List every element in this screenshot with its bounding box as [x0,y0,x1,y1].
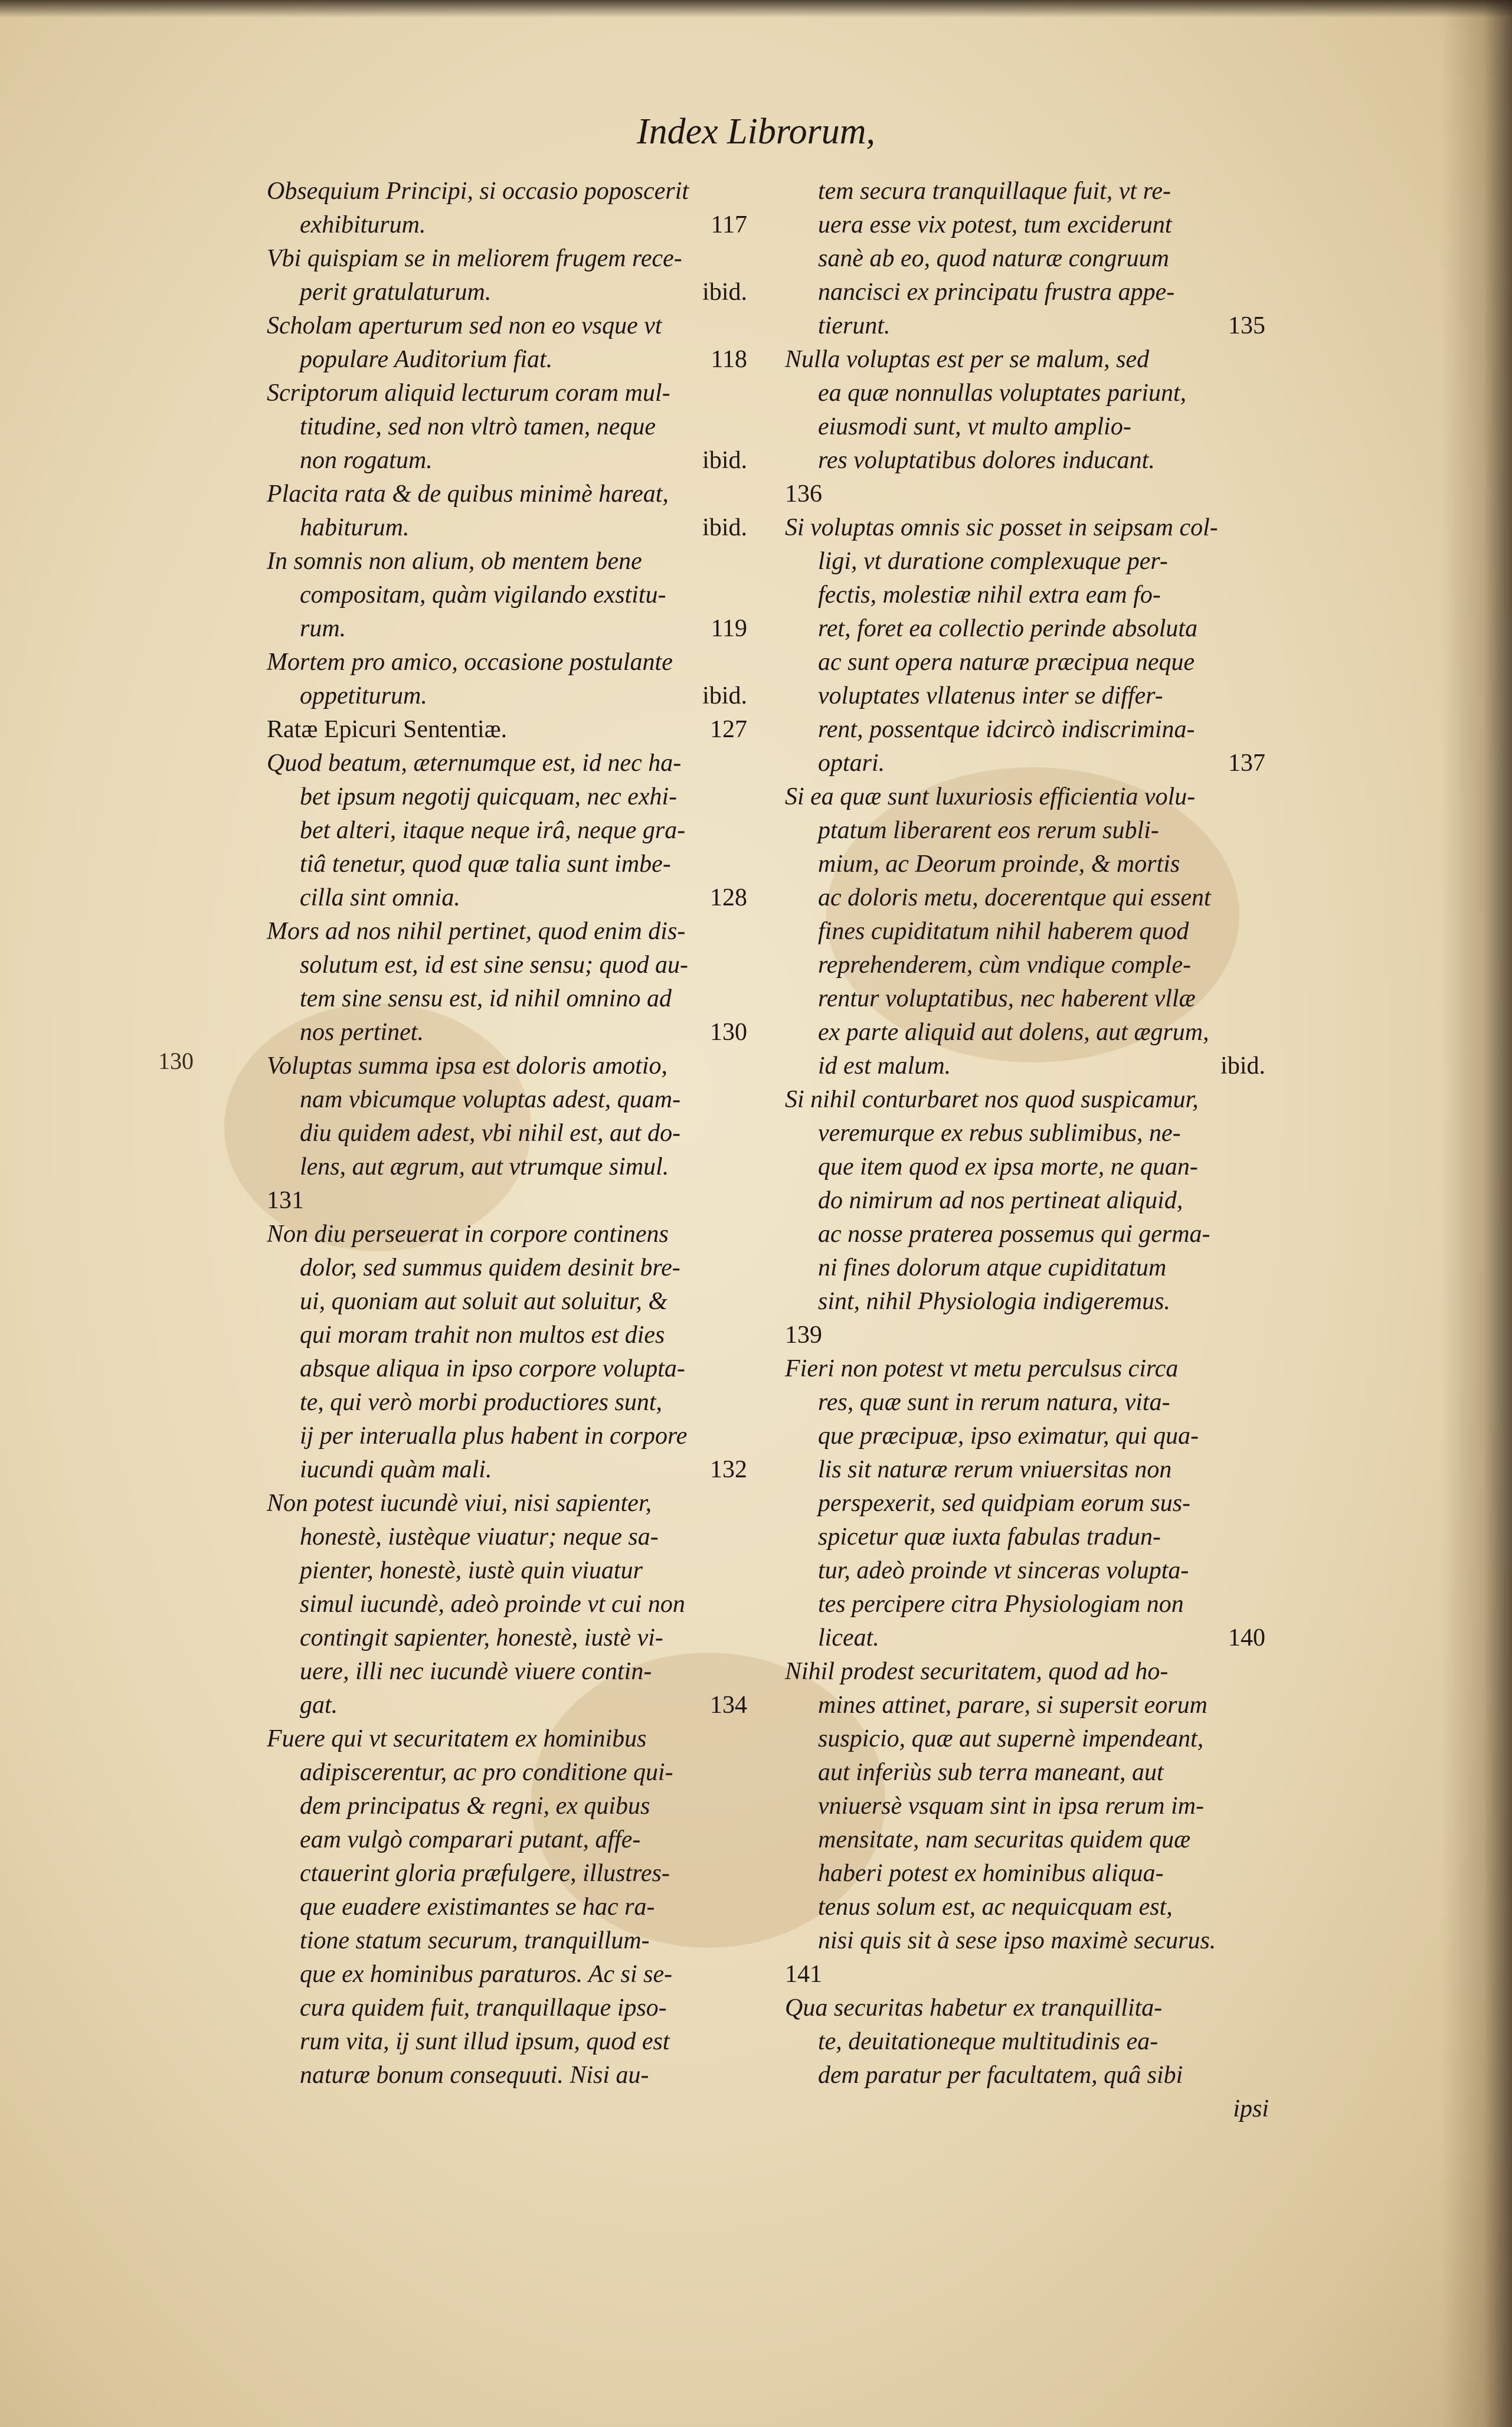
page-reference: 132 [710,1456,747,1483]
entry-text: reprehenderem, cùm vndique comple- [818,951,1192,979]
entry-text: fectis, molestiæ nihil extra eam fo- [818,581,1161,609]
index-entry [267,1487,751,1722]
entry-text: qui moram trahit non multos est dies [300,1322,665,1349]
entry-text: Si ea quæ sunt luxuriosis efficientia volu- [785,783,1196,810]
entry-text: veremurque ex rebus sublimibus, ne- [818,1120,1181,1147]
entry-text: gat. [300,1692,338,1719]
page-reference: 127 [710,716,747,743]
top-edge-shadow [0,0,1512,18]
entry-text: que item quod ex ipsa morte, ne quan- [818,1153,1198,1180]
entry-text: titudine, sed non vltrò tamen, neque [300,413,656,440]
entry-text: exhibiturum. [300,211,426,238]
entry-text: nos pertinet. [300,1019,424,1046]
entry-text: ac nosse praterea possemus qui germa- [818,1221,1210,1248]
entry-text: que euadere existimantes se hac ra- [300,1893,655,1921]
running-header: Index Librorum, [636,112,876,152]
entry-text: nancisci ex principatu frustra appe- [818,279,1175,306]
entry-text: Quod beatum, æternumque est, id nec ha- [267,750,682,777]
entry-text: Si voluptas omnis sic posset in seipsam col- [785,514,1218,541]
index-entry [267,545,751,646]
page-reference: 134 [710,1692,747,1719]
index-entry [785,1991,1269,2092]
entry-text: id est malum. [818,1052,951,1080]
entry-text: mensitate, nam securitas quidem quæ [818,1826,1191,1853]
entry-text: absque aliqua in ipso corpore volupta- [300,1355,685,1382]
index-entry [267,1218,751,1487]
entry-text: Si nihil conturbaret nos quod suspicamur, [785,1086,1199,1113]
entry-text: Qua securitas habetur ex tranquillita- [785,1994,1163,2022]
entry-text: bet alteri, itaque neque irâ, neque gra- [300,817,686,844]
entry-text: adipiscerentur, ac pro conditione qui- [300,1759,673,1786]
index-entry [267,1722,751,2092]
entry-text: optari. [818,750,885,777]
entry-text: ea quæ nonnullas voluptates pariunt, [818,380,1187,407]
entry-text: Vbi quispiam se in meliorem frugem rece- [267,245,682,272]
entry-text: spicetur quæ iuxta fabulas tradun- [818,1523,1161,1551]
entry-text: tierunt. [818,312,891,339]
catchword: ipsi [1233,2095,1269,2122]
page-reference: 117 [711,211,747,238]
page-reference: 131 [267,1187,304,1214]
page-reference: ibid. [1220,1052,1265,1080]
index-entry [267,747,751,915]
entry-text: Non potest iucundè viui, nisi sapienter, [267,1490,652,1517]
index-entry [267,309,751,377]
entry-text: vniuersè vsquam sint in ipsa rerum im- [818,1793,1205,1820]
entry-text: Nihil prodest securitatem, quod ad ho- [785,1658,1169,1685]
entry-text: Ratæ Epicuri Sententiæ. [267,716,508,743]
entry-text: tione statum securum, tranquillum- [300,1927,650,1954]
entry-text: do nimirum ad nos pertineat aliquid, [818,1187,1183,1214]
entry-text: tes percipere citra Physiologiam non [818,1591,1184,1618]
page-reference: 128 [710,884,747,911]
entry-text: Placita rata & de quibus minimè hareat, [267,480,669,508]
entry-text: nisi quis sit à sese ipso maximè securus. [818,1927,1216,1954]
entry-text: perspexerit, sed quidpiam eorum sus- [818,1490,1191,1517]
entry-text: mines attinet, parare, si supersit eorum [818,1692,1207,1719]
entry-text: rum. [300,615,346,642]
entry-text: nam vbicumque voluptas adest, quam- [300,1086,681,1113]
entry-text: contingit sapienter, honestè, iustè vi- [300,1624,663,1651]
entry-text: pienter, honestè, iustè quin viuatur [300,1557,643,1584]
entry-text: naturæ bonum consequuti. Nisi au- [300,2062,649,2089]
index-entry [785,175,1269,343]
page-reference: ibid. [702,514,747,541]
entry-text: ij per interualla plus habent in corpore [300,1422,688,1450]
index-entry [267,1049,751,1218]
entry-text: tem secura tranquillaque fuit, vt re- [818,178,1171,205]
index-entry [785,343,1269,511]
page-reference: 139 [785,1322,822,1349]
entry-text: Nulla voluptas est per se malum, sed [785,346,1150,373]
entry-text: uera esse vix potest, tum exciderunt [818,211,1172,238]
entry-text: eam vulgò comparari putant, affe- [300,1826,641,1853]
page-reference: 141 [785,1961,822,1988]
page-reference: 119 [711,615,747,642]
index-entry [267,713,751,747]
entry-text: iucundi quàm mali. [300,1456,492,1483]
index-entry [267,477,751,545]
entry-text: simul iucundè, adeò proinde vt cui non [300,1591,685,1618]
entry-text: Scholam aperturum sed non eo vsque vt [267,312,662,339]
entry-text: cilla sint omnia. [300,884,460,911]
entry-text: dolor, sed summus quidem desinit bre- [300,1254,680,1281]
page-edge-shadow [1441,0,1512,2427]
index-entry [785,511,1269,780]
entry-text: lens, aut ægrum, aut vtrumque simul. [300,1153,669,1180]
entry-text: oppetiturum. [300,682,427,709]
entry-text: Fieri non potest vt metu perculsus circa [785,1355,1179,1382]
entry-text: Mors ad nos nihil pertinet, quod enim dis- [267,918,686,945]
entry-text: te, deuitationeque multitudinis ea- [818,2028,1158,2055]
entry-text: Non diu perseuerat in corpore continens [267,1221,669,1248]
entry-text: ac sunt opera naturæ præcipua neque [818,649,1195,676]
entry-text: honestè, iustèque viuatur; neque sa- [300,1523,659,1551]
index-entry [267,915,751,1049]
index-entry [267,175,751,242]
entry-text: uere, illi nec iucundè viuere contin- [300,1658,652,1685]
page-reference: 135 [1228,312,1265,339]
entry-text: solutum est, id est sine sensu; quod au- [300,951,688,979]
entry-text: compositam, quàm vigilando exstitu- [300,581,666,609]
entry-text: ligi, vt duratione complexuque per- [818,548,1168,575]
index-entry [267,377,751,477]
page-reference: 136 [785,480,822,508]
entry-text: tenus solum est, ac nequicquam est, [818,1893,1173,1921]
index-entry [785,1352,1269,1655]
index-entry [785,780,1269,1083]
entry-text: fines cupiditatum nihil haberem quod [818,918,1189,945]
entry-text: ptatum liberarent eos rerum subli- [818,817,1159,844]
entry-text: cura quidem fuit, tranquillaque ipso- [300,1994,667,2022]
entry-text: dem paratur per facultatem, quâ sibi [818,2062,1183,2089]
entry-text: ni fines dolorum atque cupiditatum [818,1254,1167,1281]
entry-text: perit gratulaturum. [300,279,492,306]
page-reference: ibid. [702,682,747,709]
entry-text: tur, adeò proinde vt sinceras volupta- [818,1557,1189,1584]
entry-text: diu quidem adest, vbi nihil est, aut do- [300,1120,681,1147]
entry-text: res, quæ sunt in rerum natura, vita- [818,1389,1170,1416]
entry-text: Voluptas summa ipsa est doloris amotio, [267,1052,668,1080]
right-column [785,175,1269,2126]
entry-text: rentur voluptatibus, nec haberent vllæ [818,985,1196,1012]
index-entry [267,242,751,309]
entry-text: dem principatus & regni, ex quibus [300,1793,650,1820]
entry-text: ex parte aliquid aut dolens, aut ægrum, [818,1019,1209,1046]
entry-text: que ex hominibus paraturos. Ac si se- [300,1961,673,1988]
entry-text: sanè ab eo, quod naturæ congruum [818,245,1169,272]
entry-text: rum vita, ij sunt illud ipsum, quod est [300,2028,670,2055]
entry-text: tem sine sensu est, id nihil omnino ad [300,985,672,1012]
entry-text: rent, possentque idcircò indiscrimina- [818,716,1195,743]
entry-text: ret, foret ea collectio perinde absoluta [818,615,1198,642]
page-reference: 140 [1228,1624,1265,1651]
entry-text: haberi potest ex hominibus aliqua- [818,1860,1164,1887]
entry-text: mium, ac Deorum proinde, & mortis [818,851,1180,878]
index-entry [785,1655,1269,1991]
entry-text: bet ipsum negotij quicquam, nec exhi- [300,783,678,810]
entry-text: populare Auditorium fiat. [300,346,553,373]
entry-text: ac doloris metu, docerentque qui essent [818,884,1211,911]
entry-text: ctauerint gloria præfulgere, illustres- [300,1860,670,1887]
entry-text: tiâ tenetur, quod quæ talia sunt imbe- [300,851,671,878]
entry-text: In somnis non alium, ob mentem bene [267,548,642,575]
entry-text: non rogatum. [300,447,433,474]
entry-text: eiusmodi sunt, vt multo amplio- [818,413,1131,440]
page-reference: 118 [711,346,747,373]
entry-text: te, qui verò morbi productiores sunt, [300,1389,663,1416]
entry-text: habiturum. [300,514,410,541]
page-reference: 137 [1228,750,1265,777]
page-reference: ibid. [702,279,747,306]
entry-text: Scriptorum aliquid lecturum coram mul- [267,380,670,407]
margin-note: 130 [158,1048,194,1074]
entry-text: suspicio, quæ aut supernè impendeant, [818,1725,1204,1752]
left-column [267,175,751,2092]
index-entry [785,1083,1269,1352]
entry-text: sint, nihil Physiologia indigeremus. [818,1288,1170,1315]
entry-text: Fuere qui vt securitatem ex hominibus [267,1725,647,1752]
entry-text: ui, quoniam aut soluit aut soluitur, & [300,1288,668,1315]
entry-text: Obsequium Principi, si occasio poposcerit [267,178,689,205]
entry-text: voluptates vllatenus inter se differ- [818,682,1163,709]
entry-text: lis sit naturæ rerum vniuersitas non [818,1456,1172,1483]
page-reference: ibid. [702,447,747,474]
entry-text: res voluptatibus dolores inducant. [818,447,1155,474]
entry-text: que præcipuæ, ipso eximatur, qui qua- [818,1422,1199,1450]
entry-text: liceat. [818,1624,879,1651]
page-reference: 130 [710,1019,747,1046]
entry-text: Mortem pro amico, occasione postulante [267,649,673,676]
index-entry [267,646,751,713]
entry-text: aut inferiùs sub terra maneant, aut [818,1759,1164,1786]
